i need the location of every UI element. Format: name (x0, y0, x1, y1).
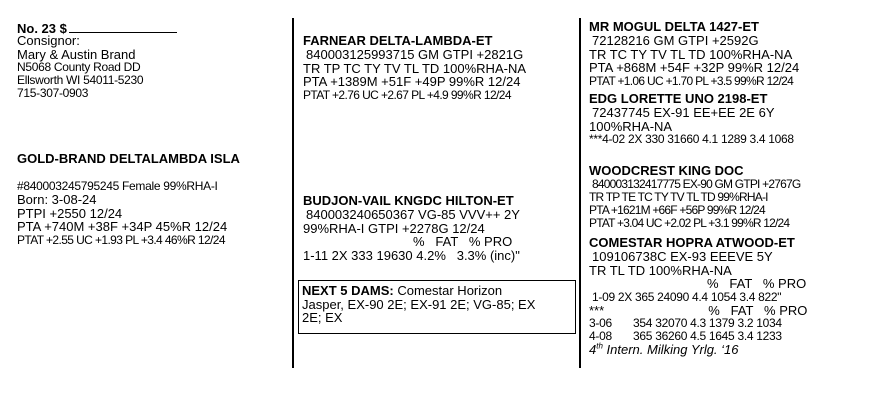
dam-record: 1-11 2X 333 19630 4.2% 3.3% (inc)" (303, 247, 520, 263)
sire-line-2: TR TP TC TY TV TL TD 100%RHA-NA (303, 60, 526, 76)
next-dams-line-1: Comestar Horizon (393, 283, 503, 298)
ggd-record-3: 4-08 365 36260 4.5 1645 3.4 1233 (589, 329, 782, 343)
consignor-address-1: N5068 County Road DD (17, 60, 141, 74)
next-dams-line-2: Jasper, EX-90 2E; EX-91 2E; VG-85; EX (302, 296, 536, 312)
sire-line-4: PTAT +2.76 UC +2.67 PL +4.9 99%R 12/24 (303, 87, 511, 102)
sire-line-1: 840003125993715 GM GTPI +2821G (306, 47, 524, 62)
mgd-name: EDG LORETTE UNO 2198-ET (589, 91, 768, 106)
consignor-label: Consignor: (17, 33, 80, 48)
animal-pta: PTA +740M +38F +34P 45%R 12/24 (17, 219, 228, 234)
animal-name: GOLD-BRAND DELTALAMBDA ISLA (17, 151, 240, 166)
animal-born: Born: 3-08-24 (17, 192, 97, 207)
dam-record-header: % FAT % PRO (413, 234, 513, 249)
consignor-block (17, 34, 143, 100)
consignor-phone: 715-307-0903 (17, 86, 89, 100)
price-blank (69, 20, 177, 33)
animal-ptpi: PTPI +2550 12/24 (17, 205, 123, 221)
next-dams-text (299, 281, 575, 325)
ggd-record-2: 3-06 354 32070 4.3 1379 3.2 1034 (589, 316, 782, 330)
dam-details (303, 208, 520, 262)
ggd-record-1: 1-09 2X 365 24090 4.4 1054 3.4 822" (592, 289, 782, 304)
ggd-name: COMESTAR HOPRA ATWOOD-ET (589, 235, 795, 250)
ggs-line-1: 840003132417775 EX-90 GM GTPI +2767G (592, 177, 801, 191)
mgs-line-3: PTA +868M +54F +32P 99%R 12/24 (589, 60, 800, 75)
column-divider-left (292, 18, 294, 368)
next-dams-box (298, 280, 576, 334)
ggs-line-2: TR TP TE TC TY TV TL TD 99%RHA-I (589, 190, 768, 204)
ggd-line-1: 109106738C EX-93 EEEVE 5Y (592, 249, 773, 264)
mgs-details (589, 34, 799, 88)
mgs-line-4: PTAT +1.06 UC +1.70 PL +3.5 99%R 12/24 (589, 73, 794, 88)
ggd-award-text: Intern. Milking Yrlg. ‘16 (602, 342, 739, 357)
animal-ptat: PTAT +2.55 UC +1.93 PL +3.4 46%R 12/24 (17, 232, 225, 247)
column-divider-right (579, 18, 581, 368)
dam-line-2: 99%RHA-I GTPI +2278G 12/24 (303, 220, 485, 236)
ggd-line-2: TR TL TD 100%RHA-NA (589, 262, 732, 278)
ggs-line-4: PTAT +3.04 UC +2.02 PL +3.1 99%R 12/24 (589, 216, 790, 230)
ggs-details (589, 178, 800, 230)
mgd-line-2: 100%RHA-NA (589, 118, 673, 134)
ggd-details (589, 250, 807, 357)
ggd-record-stars-row (589, 304, 807, 318)
ggd-record-header-2: % FAT % PRO (708, 302, 808, 318)
mgd-line-3: ***4-02 2X 330 31660 4.1 1289 3.4 1068 (589, 132, 794, 146)
mgd-line-1: 72437745 EX-91 EE+EE 2E 6Y (592, 105, 775, 120)
lot-label: No. 23 $ (17, 21, 67, 36)
dam-line-1: 840003240650367 VG-85 VVV++ 2Y (306, 207, 520, 222)
ggd-stars: *** (589, 302, 605, 318)
animal-details (17, 180, 227, 247)
sire-line-3: PTA +1389M +51F +49P 99%R 12/24 (303, 74, 521, 89)
consignor-name: Mary & Austin Brand (17, 46, 136, 62)
sire-details (303, 48, 526, 102)
next-dams-label: NEXT 5 DAMS: (302, 283, 394, 298)
ggd-award-num: 4 (589, 342, 597, 357)
ggs-name: WOODCREST KING DOC (589, 163, 744, 178)
animal-id-line: #840003245795245 Female 99%RHA-I (17, 179, 218, 193)
consignor-address-2: Ellsworth WI 54011-5230 (17, 73, 144, 87)
mgs-line-1: 72128216 GM GTPI +2592G (592, 33, 759, 48)
ggd-award (589, 343, 807, 357)
mgs-name: MR MOGUL DELTA 1427-ET (589, 19, 759, 34)
sire-name: FARNEAR DELTA-LAMBDA-ET (303, 33, 493, 48)
mgd-details (589, 106, 794, 146)
ggd-record-header-1: % FAT % PRO (707, 276, 807, 291)
next-dams-line-3: 2E; EX (302, 310, 343, 325)
dam-name: BUDJON-VAIL KNGDC HILTON-ET (303, 193, 514, 208)
ggs-line-3: PTA +1621M +66F +56P 99%R 12/24 (589, 203, 765, 217)
mgs-line-2: TR TC TY TV TL TD 100%RHA-NA (589, 46, 793, 62)
ggd-award-sup: th (596, 341, 603, 351)
